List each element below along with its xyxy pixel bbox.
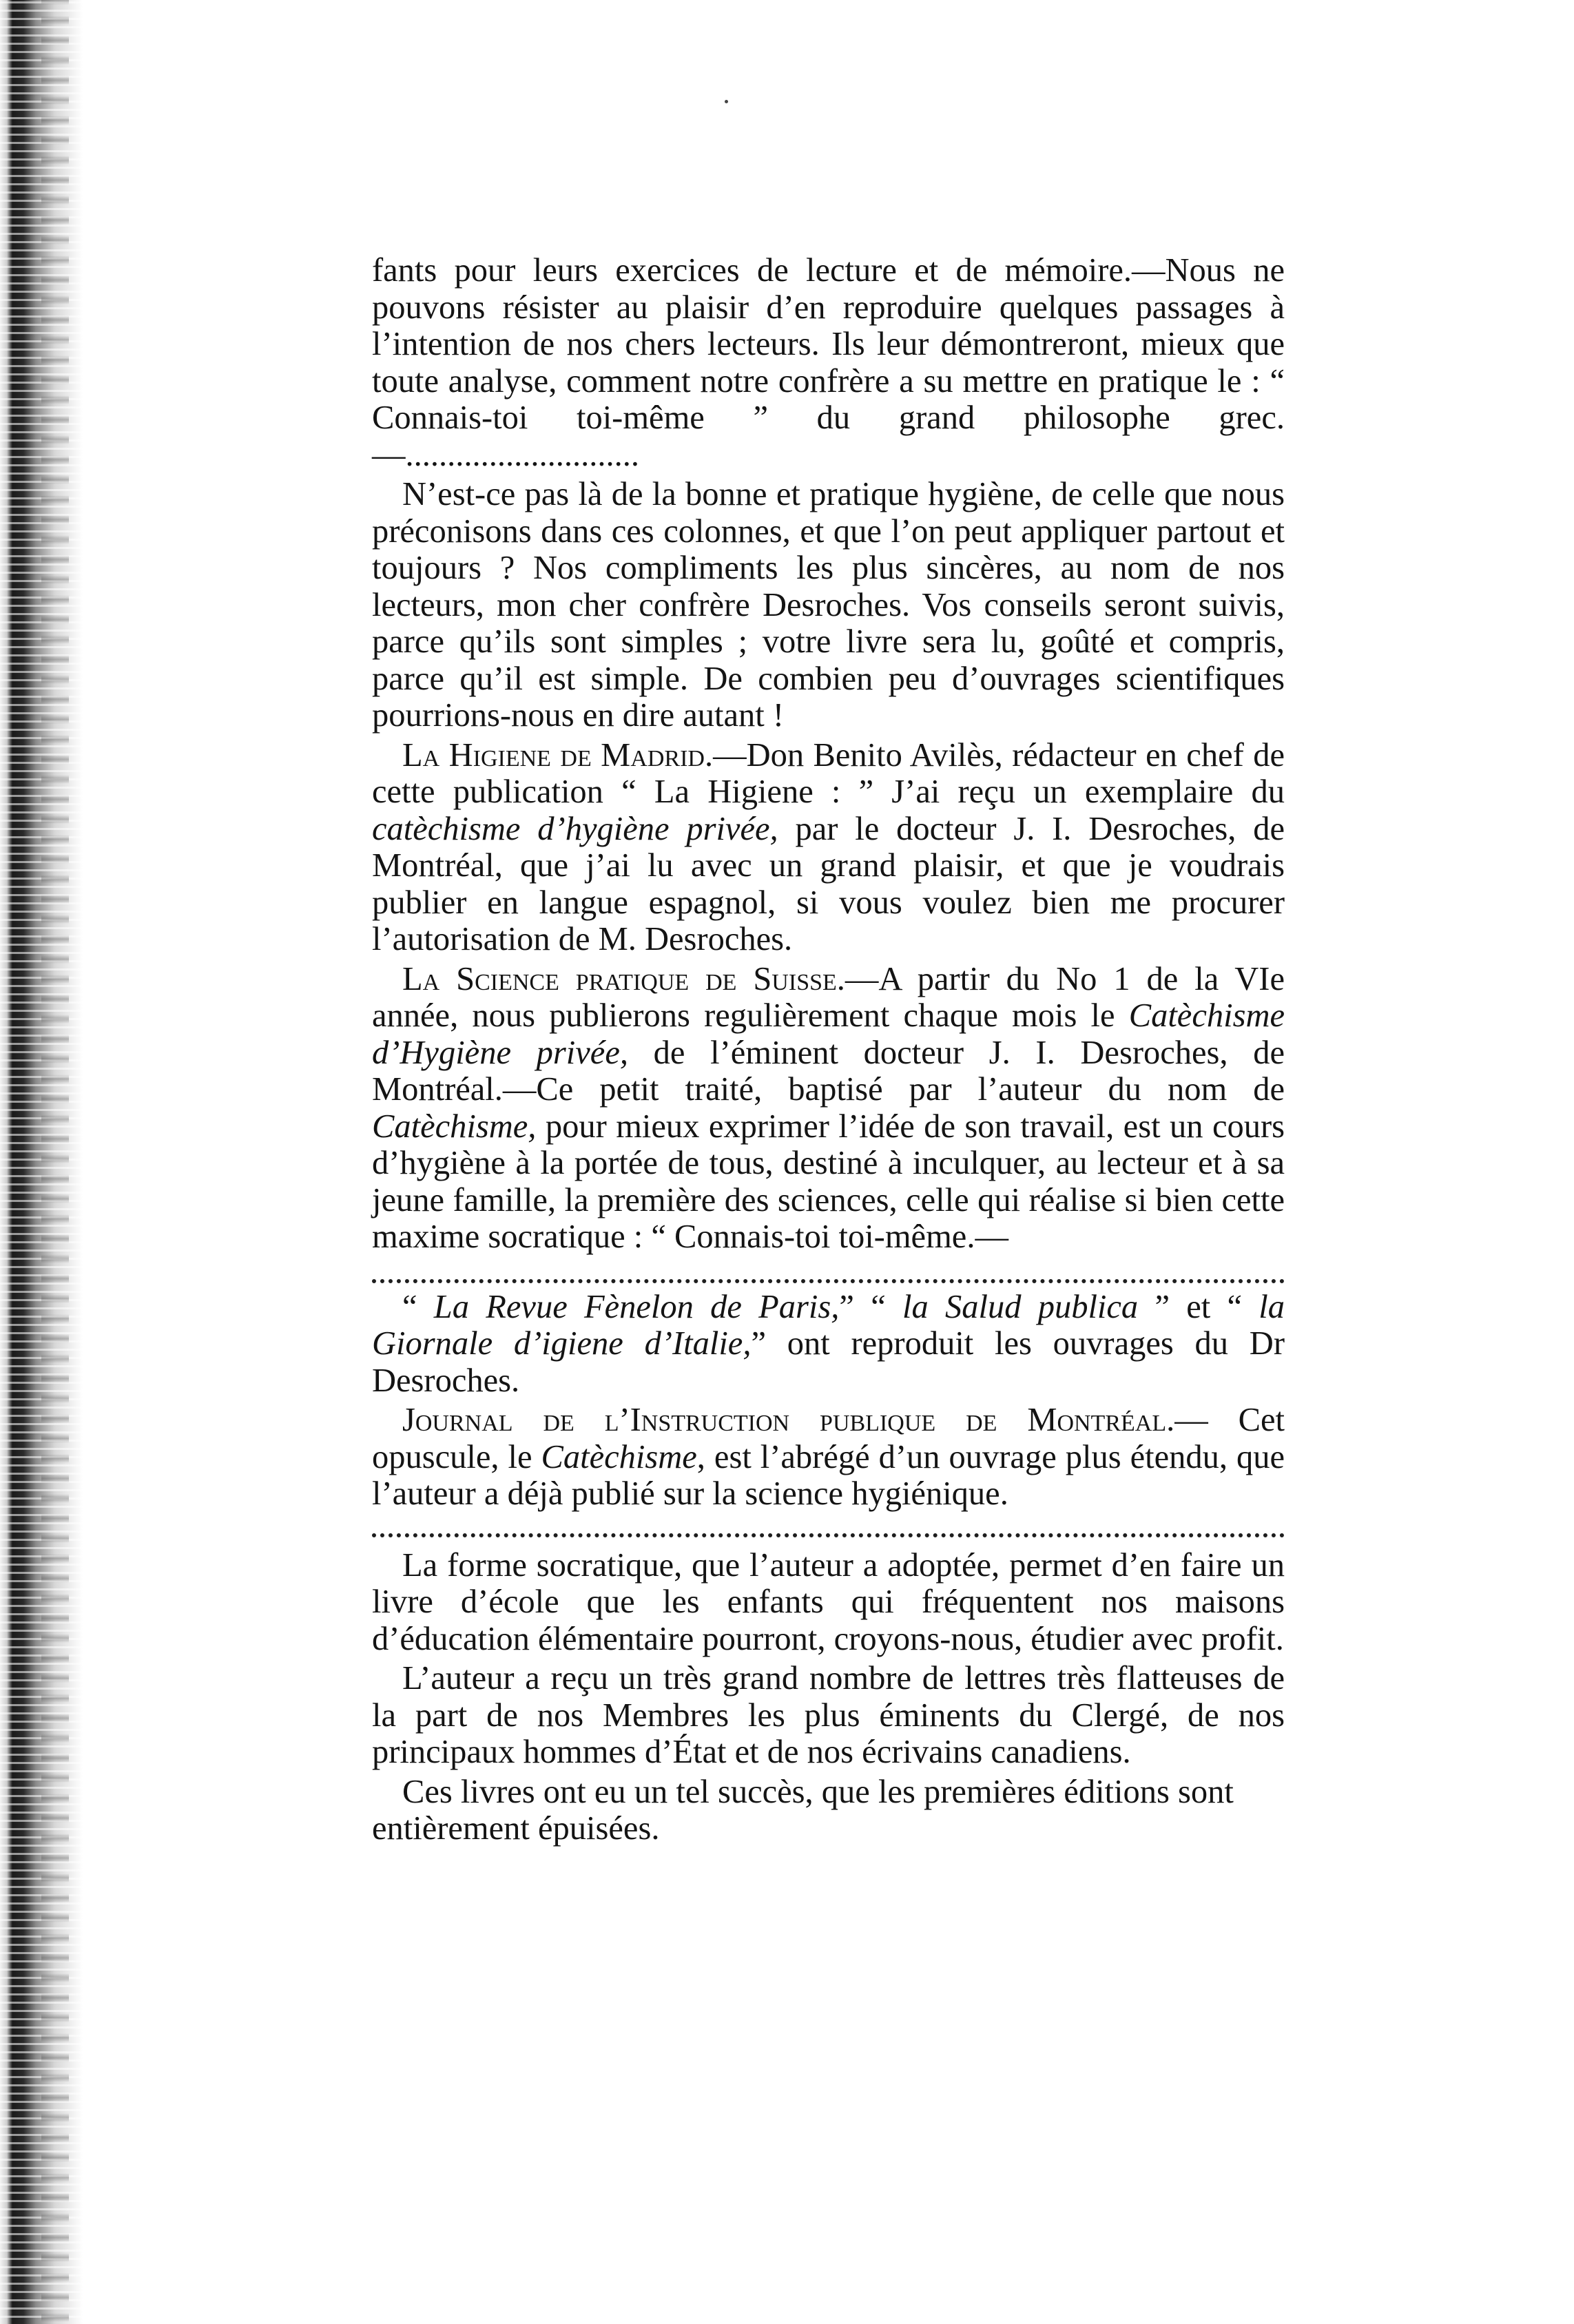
italic-title: la Giornale d’igiene d’Italie, — [372, 1288, 1285, 1362]
text-segment: —Don Benito Avilès, rédacteur en chef de cette publication “ La Higiene : ” J’ai reçu un exemplaire du — [372, 736, 1285, 810]
dotted-separator — [372, 1265, 1285, 1283]
italic-title: Catèchisme d’Hygiène privée, — [372, 997, 1285, 1071]
text-segment: pour mieux exprimer l’idée de son travail, est un cours d’hygiène à la portée de tous, destiné à inculquer, au lecteur et à sa jeune famille, la première des sciences, celle qui réalise si bien cette maxime socratique : “ Connais-toi toi-même.— — [372, 1108, 1285, 1255]
italic-title: catèchisme d’hygiène privée, — [372, 810, 778, 847]
text-segment: “ — [402, 1288, 434, 1325]
text-segment: ” ont reproduit les ouvrages du Dr Desroches. — [372, 1325, 1285, 1399]
paragraph-letters: L’auteur a reçu un très grand nombre de lettres très flatteuses de la part de nos Membres les plus éminents du Clergé, de nos principaux hommes d’État et de nos écrivains canadiens. — [372, 1660, 1285, 1770]
text-segment: —A partir du No 1 de la VIe année, nous publierons regulièrement chaque mois le — [372, 960, 1285, 1034]
text-segment: de l’éminent docteur J. I. Desroches, de Montréal.—Ce petit traité, baptisé par l’auteur du nom de — [372, 1034, 1285, 1108]
paragraph-la-higiene-madrid — [372, 737, 1285, 958]
italic-title: Catèchisme — [541, 1438, 697, 1475]
page-body — [372, 252, 1285, 1847]
paragraph-hygiene-praise: N’est-ce pas là de la bonne et pratique hygiène, de celle que nous préconisons dans ces colonnes, et que l’on peut appliquer partout et toujours ? Nos compliments les plus sincères, au nom de nos lecteurs, mon cher confrère Desroches. Vos conseils seront suivis, parce qu’ils sont simples ; votre livre sera lu, goûté et compris, parce qu’il est simple. De combien peu d’ouvrages scientifiques pourrions-nous en dire autant ! — [372, 476, 1285, 734]
text-segment: ” et “ — [1138, 1288, 1259, 1325]
paragraph-science-pratique-suisse — [372, 961, 1285, 1256]
heading-science-pratique-suisse: La Science pratique de Suisse. — [402, 960, 845, 997]
text-segment: , est l’abrégé d’un ouvrage plus étendu, que l’auteur a déjà publié sur la science hygiénique. — [372, 1438, 1285, 1512]
paragraph-reproductions — [372, 1289, 1285, 1400]
italic-title: La Revue Fènelon de Paris, — [433, 1288, 840, 1325]
italic-title: la Salud publica — [902, 1288, 1139, 1325]
paragraph-success: Ces livres ont eu un tel succès, que les premières éditions sont entièrement épuisées. — [372, 1773, 1234, 1847]
dotted-separator — [372, 1519, 1285, 1537]
italic-title: Catèchisme, — [372, 1108, 537, 1145]
paragraph-continuation: fants pour leurs exercices de lecture et de mémoire.—Nous ne pouvons résister au plaisir d’en reproduire quelques passages à l’intention de nos chers lecteurs. Ils leur démontreront, mieux que toute analyse, comment notre confrère a su mettre en pratique le : “ Connais-toi toi-même ” du grand philosophe grec.—............................ — [372, 252, 1285, 473]
paragraph-socratic-form: La forme socratique, que l’auteur a adoptée, permet d’en faire un livre d’école que les enfants qui fréquentent nos maisons d’éducation élémentaire pourront, croyons-nous, étudier avec profit. — [372, 1546, 1285, 1657]
text-segment: par le docteur J. I. Desroches, de Montréal, que j’ai lu avec un grand plaisir, et que je voudrais publier en langue espagnol, si vous voulez bien me procurer l’autorisation de M. Desroches. — [372, 810, 1285, 957]
page-speck — [725, 100, 728, 103]
heading-la-higiene-madrid: La Higiene de Madrid. — [402, 736, 714, 774]
heading-journal-instruction: Journal de l’Instruction publique de Montréal. — [402, 1402, 1175, 1438]
text-segment: — Cet opuscule, le — [372, 1402, 1285, 1475]
paragraph-journal-instruction — [372, 1402, 1285, 1513]
scan-edge-noise — [41, 0, 69, 2324]
text-segment: ” “ — [839, 1288, 902, 1325]
